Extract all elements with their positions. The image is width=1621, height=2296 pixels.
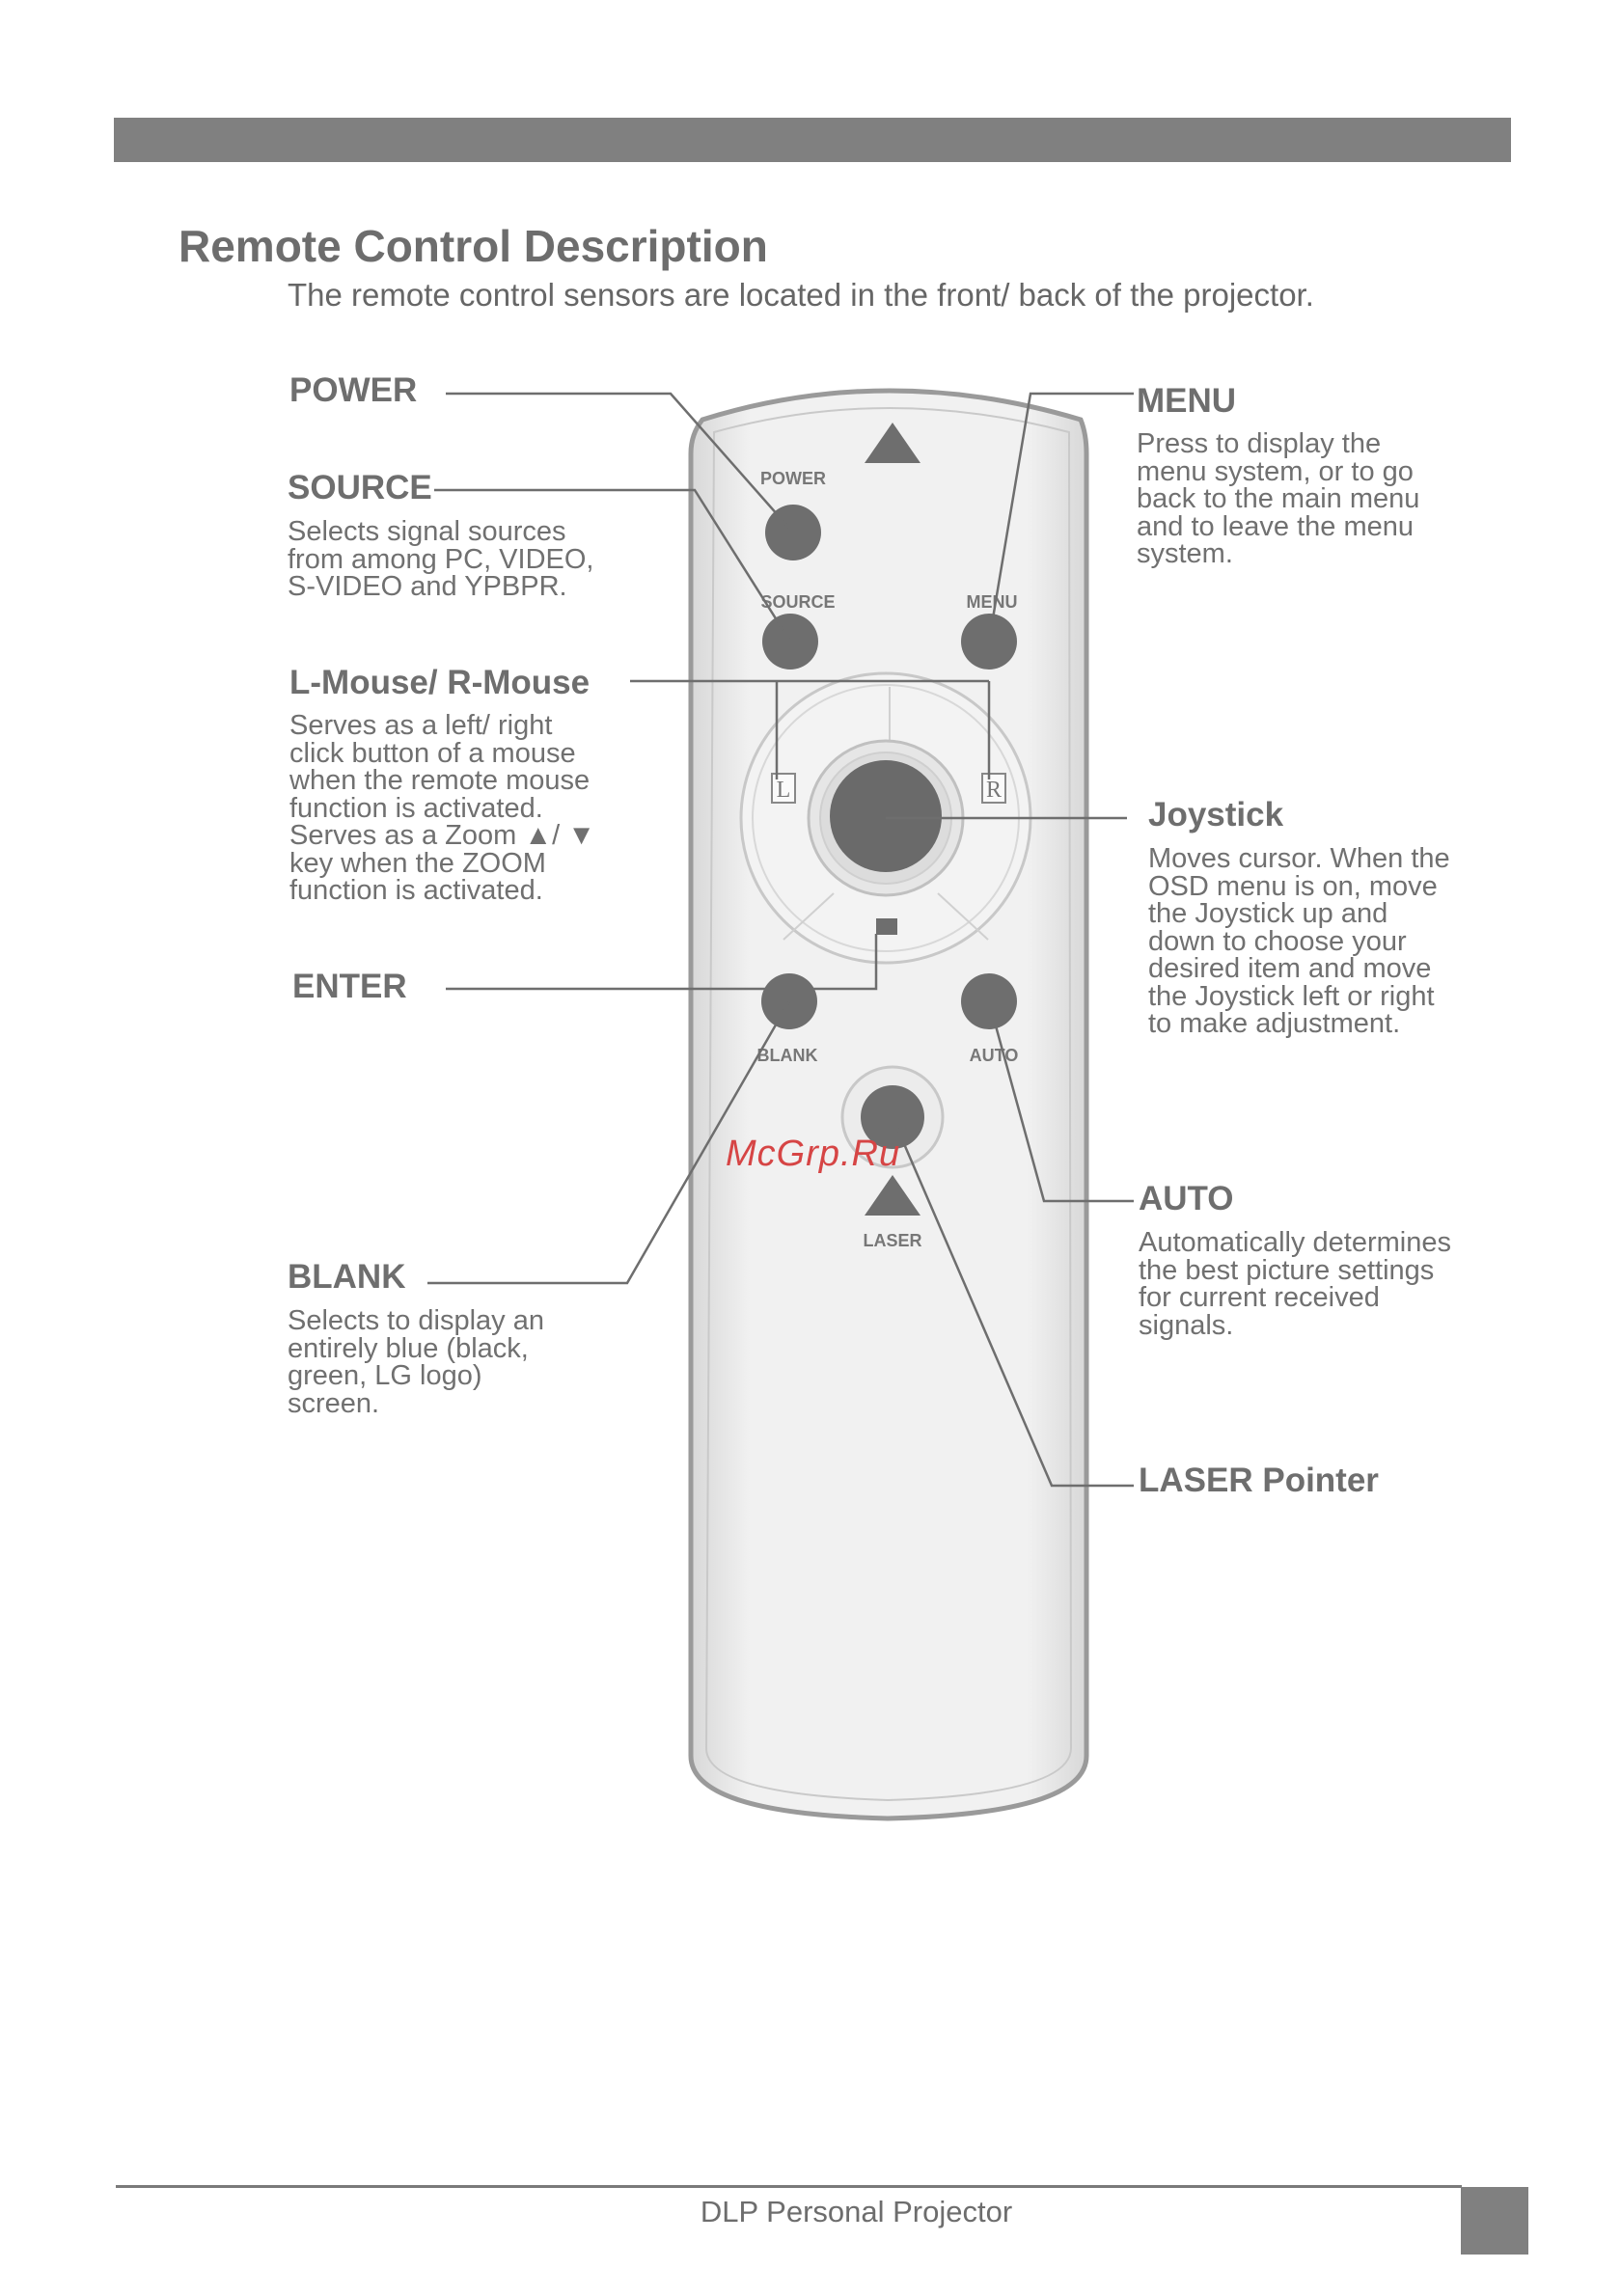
watermark: McGrp.Ru (726, 1134, 901, 1174)
laser-heading: LASER Pointer (1139, 1462, 1379, 1499)
footer-rule (116, 2185, 1462, 2188)
auto-description: Automatically determines the best picture settings for current received signals. (1139, 1227, 1451, 1341)
laser-button-label: LASER (863, 1231, 922, 1250)
source-description: Selects signal sources from among PC, VIDEO, S-VIDEO and YPBPR. (288, 516, 594, 602)
source-heading: SOURCE (288, 469, 432, 506)
joystick-button (830, 760, 942, 872)
auto-button-label: AUTO (969, 1046, 1019, 1065)
page-number-box (1461, 2187, 1528, 2255)
left-mouse-key: L (776, 778, 791, 803)
page-intro: The remote control sensors are located in the front/ back of the projector. (288, 277, 1314, 313)
blank-button-label: BLANK (756, 1046, 818, 1065)
menu-button (961, 614, 1017, 670)
menu-description: Press to display the menu system, or to go back to the main menu and to leave the menu system. (1137, 428, 1420, 569)
power-button-label: POWER (759, 469, 827, 488)
right-mouse-key: R (985, 778, 1003, 803)
mouse-description: Serves as a left/ right click button of a mouse when the remote mouse function is activated. Serves as a Zoom ▲/ ▼ key when the ZOOM function is activated. (289, 710, 595, 906)
source-button-label: SOURCE (760, 592, 836, 612)
mouse-heading: L-Mouse/ R-Mouse (289, 664, 591, 701)
enter-indicator (876, 918, 897, 935)
joystick-description: Moves cursor. When the OSD menu is on, move the Joystick up and down to choose your desired item and move the Joystick left or right to make adjustment. (1148, 843, 1450, 1039)
enter-heading: ENTER (292, 968, 407, 1005)
blank-heading: BLANK (288, 1258, 406, 1296)
menu-heading: MENU (1137, 382, 1237, 420)
auto-heading: AUTO (1139, 1180, 1234, 1217)
page-title: Remote Control Description (179, 221, 768, 271)
joystick-heading: Joystick (1148, 796, 1284, 834)
blank-description: Selects to display an entirely blue (black, green, LG logo) screen. (288, 1305, 544, 1419)
menu-button-label: MENU (966, 592, 1018, 612)
auto-button (961, 973, 1017, 1029)
power-heading: POWER (289, 371, 418, 409)
footer-text: DLP Personal Projector (700, 2195, 1013, 2228)
